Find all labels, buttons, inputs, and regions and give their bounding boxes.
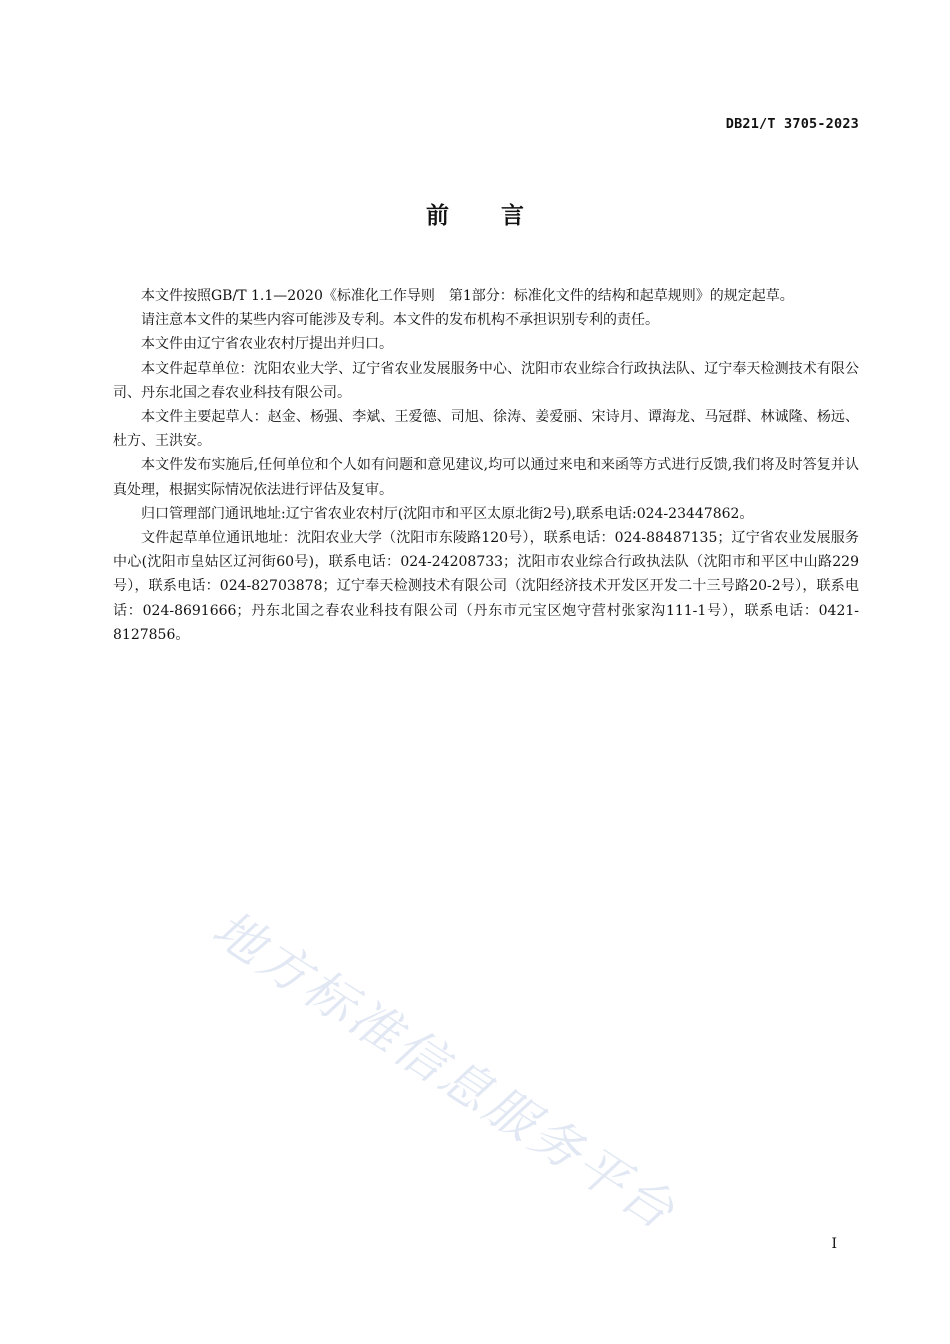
- paragraph-patent-notice: 请注意本文件的某些内容可能涉及专利。本文件的发布机构不承担识别专利的责任。: [141, 312, 659, 329]
- paragraph-drafting-basis: 本文件按照GB/T 1.1—2020《标准化工作导则 第1部分：标准化文件的结构和起草规则》的规定起草。: [141, 288, 794, 304]
- paragraph-drafting-units: 本文件起草单位：沈阳农业大学、辽宁省农业发展服务中心、沈阳市农业综合行政执法队、辽宁奉天检测技术有限公司、丹东北国之春农业科技有限公司。: [113, 360, 859, 401]
- paragraph-feedback: 本文件发布实施后,任何单位和个人如有问题和意见建议,均可以通过来电和来函等方式进行反馈,我们将及时答复并认真处理，根据实际情况依法进行评估及复审。: [113, 457, 859, 498]
- page-title: [0, 197, 950, 230]
- paragraph-drafters: 本文件主要起草人：赵金、杨强、李斌、王爱德、司旭、徐涛、姜爱丽、宋诗月、谭海龙、马冠群、林诚隆、杨远、杜方、王洪安。: [113, 409, 859, 450]
- paragraph-drafter-addresses: 文件起草单位通讯地址：沈阳农业大学（沈阳市东陵路120号），联系电话：024-88487135；辽宁省农业发展服务中心(沈阳市皇姑区辽河街60号)，联系电话：024-24208733；沈阳市农业综合行政执法队（沈阳市和平区中山路229号），联系电话：024-82703878；辽宁奉天检测技术有限公司（沈阳经济技术开发区开发二十三号路20-2号），联系电话：024-8691666；丹东北国之春农业科技有限公司（丹东市元宝区炮守营村张家沟111-1号），联系电话：0421-8127856。: [113, 530, 859, 643]
- watermark: 地方标准信息服务平台: [202, 899, 687, 1242]
- title-char-2: 言: [501, 203, 524, 229]
- page-number: I: [831, 1236, 837, 1252]
- document-code: DB21/T 3705-2023: [725, 116, 859, 132]
- paragraph-proposer: 本文件由辽宁省农业农村厅提出并归口。: [141, 336, 393, 353]
- foreword-body: [113, 284, 859, 647]
- title-char-1: 前: [426, 203, 449, 229]
- paragraph-authority-address: 归口管理部门通讯地址:辽宁省农业农村厅(沈阳市和平区太原北街2号),联系电话:024-23447862。: [141, 505, 754, 522]
